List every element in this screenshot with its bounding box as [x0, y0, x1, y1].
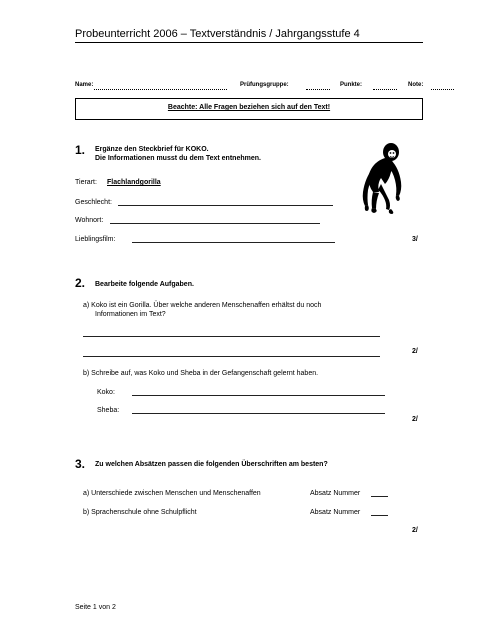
name-label: Name: [75, 82, 94, 88]
wohnort-answer-line[interactable] [110, 223, 320, 224]
punkte-field[interactable] [373, 89, 397, 90]
sheba-answer-line[interactable] [132, 413, 385, 414]
notice-text: Beachte: Alle Fragen beziehen sich auf den Text! [167, 104, 331, 111]
koko-answer-line[interactable] [132, 395, 385, 396]
question-3a-absatz-field[interactable] [371, 496, 388, 497]
geschlecht-label: Geschlecht: [75, 199, 112, 206]
question-3-title: Zu welchen Absätzen passen die folgenden Überschriften am besten? [95, 461, 328, 468]
pruefungsgruppe-label: Prüfungsgruppe: [240, 82, 289, 88]
question-3-item-b: b) Sprachenschule ohne Schulpflicht [83, 509, 197, 516]
question-1-line1: Ergänze den Steckbrief für KOKO. [95, 146, 209, 153]
question-2b-points: 2/ [412, 416, 418, 423]
sheba-label: Sheba: [97, 407, 120, 414]
tierart-value: Flachlandgorilla [107, 179, 161, 186]
geschlecht-answer-line[interactable] [118, 205, 333, 206]
pruefungsgruppe-field[interactable] [306, 89, 330, 90]
koko-label: Koko: [97, 389, 115, 396]
page-number: Seite 1 von 2 [75, 604, 116, 611]
question-3-number: 3. [75, 457, 86, 471]
gorilla-illustration [355, 140, 415, 215]
question-2a-points: 2/ [412, 348, 418, 355]
question-2-number: 2. [75, 276, 86, 290]
question-1-line2: Die Informationen musst du dem Text entnehmen. [95, 155, 261, 162]
question-2a-line1: a) Koko ist ein Gorilla. Über welche anderen Menschenaffen erhältst du noch [83, 302, 322, 309]
question-3b-absatz-field[interactable] [371, 515, 388, 516]
question-1-number: 1. [75, 143, 86, 157]
tierart-label: Tierart: [75, 179, 97, 186]
question-3b-absatz-label: Absatz Nummer [310, 509, 361, 516]
lieblingsfilm-answer-line[interactable] [132, 242, 335, 243]
punkte-label: Punkte: [340, 82, 363, 88]
lieblingsfilm-label: Lieblingsfilm: [75, 236, 116, 243]
question-3-points: 2/ [412, 527, 418, 534]
question-2-title: Bearbeite folgende Aufgaben. [95, 281, 194, 288]
note-label: Note: [408, 82, 424, 88]
wohnort-label: Wohnort: [75, 217, 104, 224]
name-field[interactable] [94, 89, 227, 90]
question-2a-answer-line-2[interactable] [83, 356, 380, 357]
question-1-points: 3/ [412, 236, 418, 243]
question-2a-answer-line-1[interactable] [83, 336, 380, 337]
note-field[interactable] [431, 89, 454, 90]
question-2b-text: b) Schreibe auf, was Koko und Sheba in der Gefangenschaft gelernt haben. [83, 370, 319, 377]
question-2a-line2: Informationen im Text? [95, 311, 166, 318]
header-divider [75, 42, 423, 43]
question-3-item-a: a) Unterschiede zwischen Menschen und Menschenaffen [83, 490, 261, 497]
question-3a-absatz-label: Absatz Nummer [310, 490, 361, 497]
page-title: Probeunterricht 2006 – Textverständnis / Jahrgangsstufe 4 [75, 28, 360, 40]
